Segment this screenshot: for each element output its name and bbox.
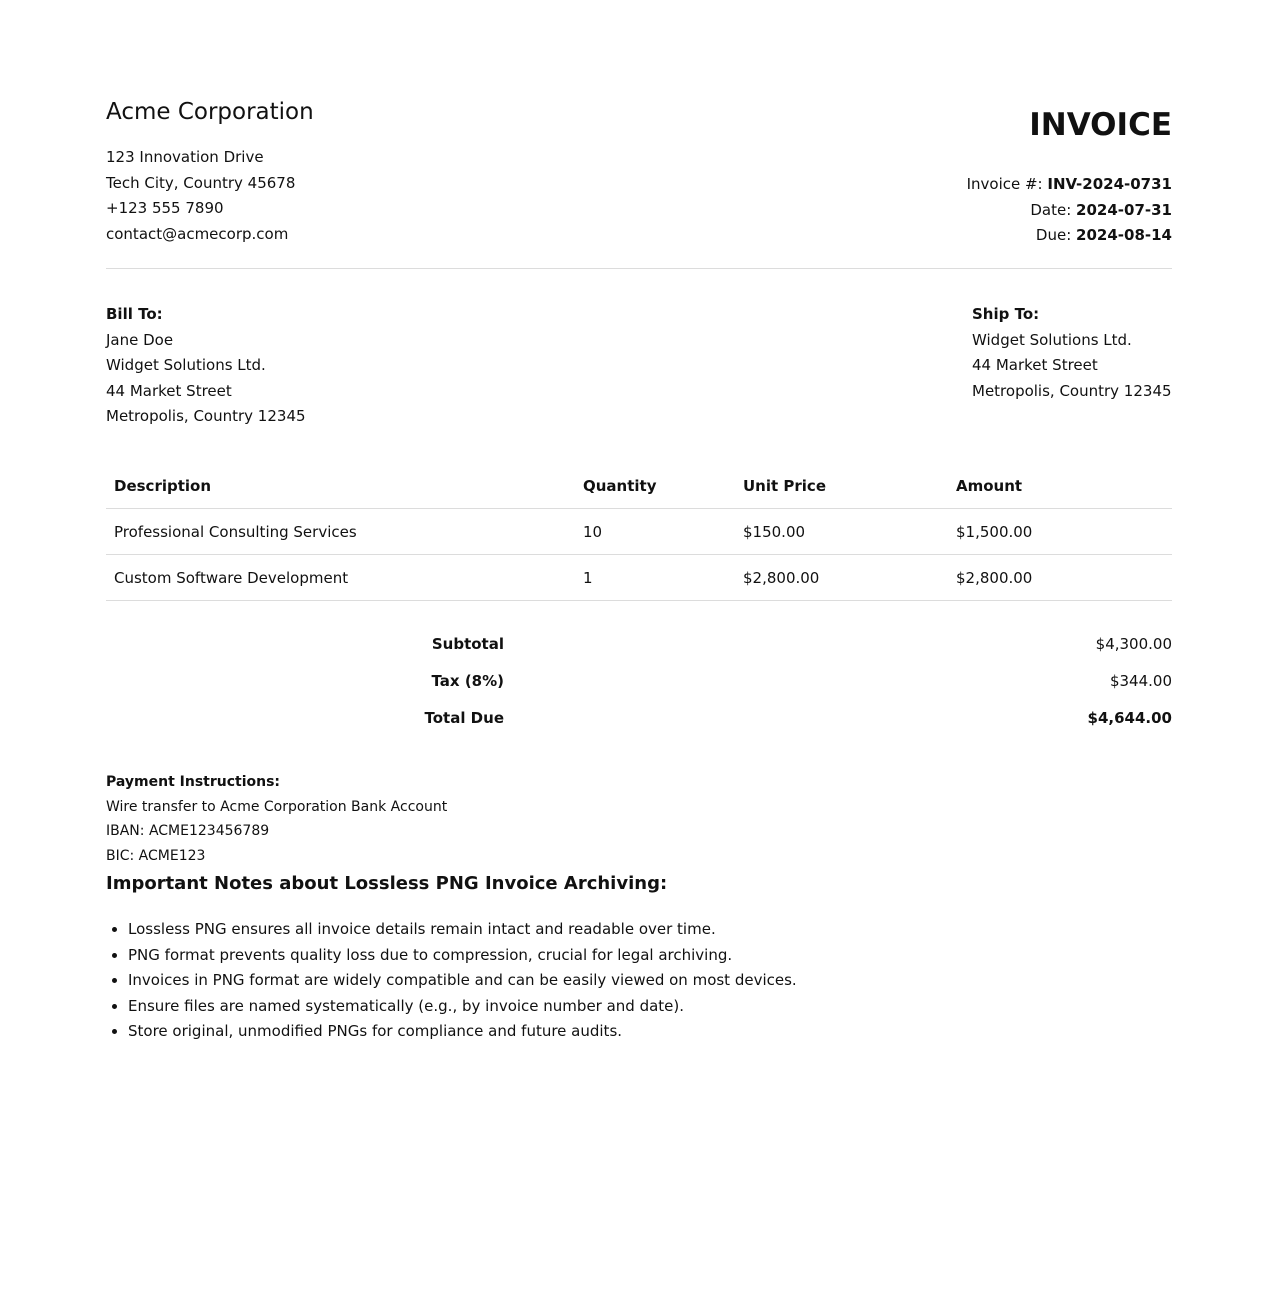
- totals-table: [106, 625, 1172, 736]
- ship-to: [972, 302, 1172, 430]
- item-unit-price: $2,800.00: [735, 555, 948, 601]
- column-header-quantity: Quantity: [575, 463, 735, 509]
- company-address-line1: 123 Innovation Drive: [106, 148, 264, 166]
- invoice-number-label: Invoice #:: [966, 175, 1043, 193]
- company-address-line2: Tech City, Country 45678: [106, 173, 296, 192]
- tax-value: $344.00: [1109, 671, 1172, 690]
- tax-label: Tax (8%): [431, 671, 504, 690]
- payment-line: Wire transfer to Acme Corporation Bank Account: [106, 798, 448, 815]
- total-due-label: Total Due: [424, 708, 504, 727]
- company-name: Acme Corporation: [106, 99, 314, 125]
- item-quantity: 10: [575, 509, 735, 555]
- invoice-number-row: [967, 172, 1172, 198]
- payment-instructions-title: Payment Instructions:: [106, 774, 281, 791]
- bill-to-name: Jane Doe: [106, 330, 174, 349]
- bill-to-company: Widget Solutions Ltd.: [106, 356, 266, 375]
- total-due-row: [106, 699, 1172, 736]
- invoice-date-label: Date:: [1030, 200, 1072, 219]
- payment-instructions: [106, 770, 1172, 868]
- item-description: Professional Consulting Services: [106, 509, 575, 555]
- column-header-unit-price: Unit Price: [735, 463, 948, 509]
- bill-to-street: 44 Market Street: [106, 381, 232, 400]
- company-email: contact@acmecorp.com: [106, 224, 289, 243]
- notes-list: [106, 917, 1172, 1045]
- payment-iban: IBAN: ACME123456789: [106, 823, 270, 840]
- item-quantity: 1: [575, 555, 735, 601]
- bill-to-city: Metropolis, Country 12345: [106, 407, 306, 426]
- item-amount: $1,500.00: [948, 509, 1172, 555]
- list-item: • Ensure files are named systematically (e.g., by invoice number and date).: [128, 994, 1172, 1020]
- subtotal-label: Subtotal: [431, 634, 504, 653]
- invoice-number: INV-2024-0731: [1047, 175, 1172, 193]
- bill-to: [106, 302, 306, 430]
- list-item: • Lossless PNG ensures all invoice details remain intact and readable over time.: [128, 917, 1172, 943]
- notes-heading: Important Notes about Lossless PNG Invoice Archiving:: [106, 873, 668, 895]
- column-header-amount: Amount: [948, 463, 1172, 509]
- bill-to-label: Bill To:: [106, 305, 163, 323]
- list-item: • Invoices in PNG format are widely compatible and can be easily viewed on most devices.: [128, 968, 1172, 994]
- list-item: • PNG format prevents quality loss due to compression, crucial for legal archiving.: [128, 943, 1172, 969]
- column-header-description: Description: [106, 463, 575, 509]
- invoice-page: [106, 95, 1172, 1045]
- company-phone: +123 555 7890: [106, 199, 224, 218]
- payment-bic: BIC: ACME123: [106, 847, 206, 864]
- parties-section: [106, 302, 1172, 430]
- subtotal-value: $4,300.00: [1095, 634, 1172, 653]
- table-header-row: [106, 463, 1172, 509]
- ship-to-street: 44 Market Street: [972, 356, 1098, 375]
- invoice-title: INVOICE: [1029, 107, 1172, 143]
- table-row: [106, 509, 1172, 555]
- tax-row: [106, 662, 1172, 699]
- item-description: Custom Software Development: [106, 555, 575, 601]
- table-row: [106, 555, 1172, 601]
- invoice-date-row: [967, 198, 1172, 224]
- ship-to-company: Widget Solutions Ltd.: [972, 330, 1132, 349]
- invoice-due: 2024-08-14: [1076, 226, 1172, 245]
- list-item: • Store original, unmodified PNGs for compliance and future audits.: [128, 1019, 1172, 1045]
- total-due-value: $4,644.00: [1087, 708, 1172, 727]
- invoice-date: 2024-07-31: [1076, 200, 1172, 219]
- line-items-table: [106, 463, 1172, 602]
- ship-to-city: Metropolis, Country 12345: [972, 381, 1172, 400]
- invoice-header: [106, 95, 1172, 269]
- ship-to-label: Ship To:: [972, 305, 1040, 323]
- company-info: [106, 95, 314, 247]
- invoice-due-row: [967, 223, 1172, 249]
- item-amount: $2,800.00: [948, 555, 1172, 601]
- invoice-due-label: Due:: [1035, 226, 1072, 245]
- subtotal-row: [106, 625, 1172, 662]
- item-unit-price: $150.00: [735, 509, 948, 555]
- invoice-meta-block: [967, 95, 1172, 249]
